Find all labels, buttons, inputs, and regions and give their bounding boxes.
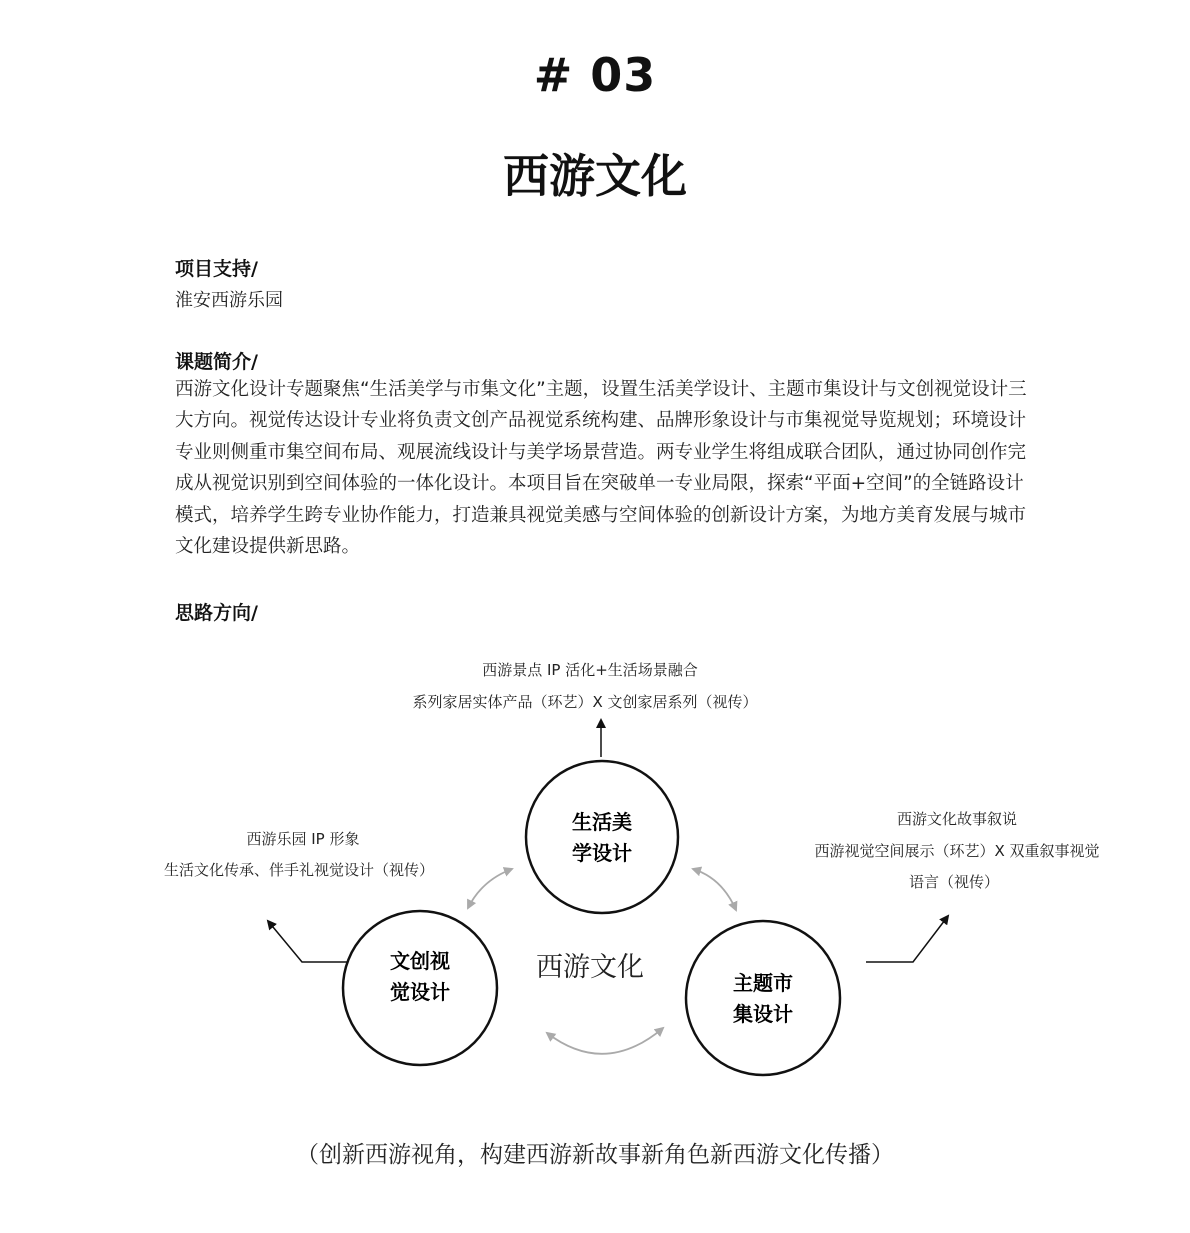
circle-life-aesthetics <box>526 761 678 913</box>
arrow-left <box>268 921 347 962</box>
note-left-line2: 生活文化传承、伴手礼视觉设计（视传） <box>163 861 435 879</box>
circle-life-line2: 学设计 <box>572 841 632 865</box>
note-top-line1: 西游景点 IP 活化+生活场景融合 <box>482 661 698 679</box>
circle-creative-line2: 觉设计 <box>390 980 450 1004</box>
double-arrow-left <box>468 869 512 908</box>
circle-creative-line1: 文创视 <box>390 949 450 973</box>
bottom-caption: （创新西游视角，构建西游新故事新角色新西游文化传播） <box>296 1142 894 1168</box>
intro-heading: 课题简介/ <box>175 351 258 373</box>
arrow-right <box>866 916 948 962</box>
note-right-line3: 语言（视传） <box>908 873 1000 891</box>
page-title: 西游文化 <box>503 149 687 203</box>
support-heading: 项目支持/ <box>175 258 258 280</box>
intro-body: 西游文化设计专题聚焦“生活美学与市集文化”主题，设置生活美学设计、主题市集设计与文创视觉设计三大方向。视觉传达设计专业将负责文创产品视觉系统构建、品牌形象设计与市集视觉导览规划；环境设计专业则侧重市集空间布局、观展流线设计与美学场景营造。两专业学生将组成联合团队，通过协同创作完成从视觉识别到空间体验的一体化设计。本项目旨在突破单一专业局限，探索“平面+空间”的全链路设计模式，培养学生跨专业协作能力，打造兼具视觉美感与空间体验的创新设计方案，为地方美育发展与城市文化建设提供新思路。 <box>175 379 1027 558</box>
center-label: 西游文化 <box>536 952 644 983</box>
circle-market-line1: 主题市 <box>733 971 793 995</box>
section-number: # 03 <box>533 48 657 102</box>
circle-life-line1: 生活美 <box>572 810 632 834</box>
double-arrow-right <box>693 869 736 910</box>
note-right-line2: 西游视觉空间展示（环艺）X 双重叙事视觉 <box>814 842 1100 860</box>
note-top-line2: 系列家居实体产品（环艺）X 文创家居系列（视传） <box>412 693 758 711</box>
concept-diagram <box>0 640 1190 1110</box>
circle-theme-market <box>686 921 840 1075</box>
note-left-line1: 西游乐园 IP 形象 <box>246 830 360 848</box>
ideas-heading: 思路方向/ <box>175 602 258 624</box>
support-value: 淮安西游乐园 <box>175 290 283 311</box>
double-arrow-bottom <box>547 1028 663 1054</box>
circle-market-line2: 集设计 <box>733 1002 793 1026</box>
note-right-line1: 西游文化故事叙说 <box>896 810 1018 828</box>
